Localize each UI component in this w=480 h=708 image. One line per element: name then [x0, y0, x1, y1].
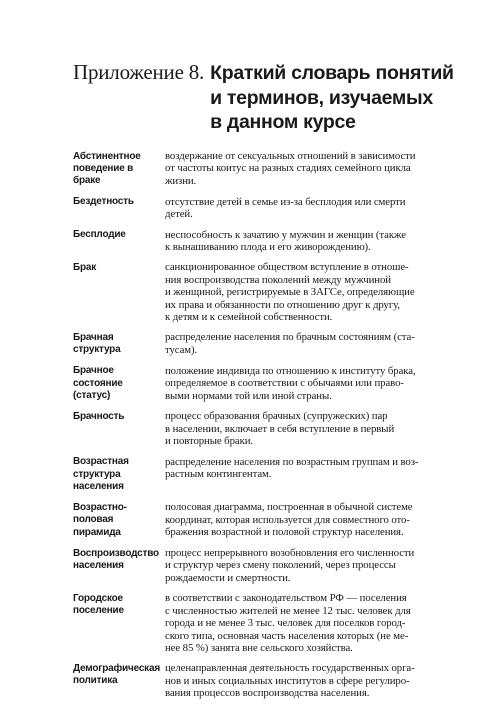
- definition-line: тусам).: [165, 343, 198, 356]
- glossary-entry: [73, 196, 423, 221]
- glossary-term: Бесплодие: [73, 229, 126, 241]
- appendix-number: Приложение 8.: [73, 60, 205, 84]
- definition-line: санкционированное обществом вступление в отноше-: [165, 261, 409, 274]
- definition-line: координат, которая используется для совместного ото-: [165, 513, 410, 526]
- definition-line: жизни.: [165, 174, 197, 187]
- definition-line: к детям и к семейной собственности.: [165, 310, 333, 323]
- glossary-entry: [73, 592, 423, 654]
- glossary-definition: [165, 662, 423, 699]
- definition-line: нее 85 %) занята вне сельского хозяйства.: [165, 641, 353, 654]
- glossary-term: Брачное состояние (статус): [73, 365, 123, 401]
- definition-line: определяемое в соответствии с обычаями или право-: [165, 377, 404, 390]
- definition-line: распределение населения по возрастным группам и воз-: [165, 455, 419, 468]
- glossary-definition: [165, 229, 423, 254]
- glossary-definition: [165, 547, 423, 584]
- definition-line: выми нормами той или иной страны.: [165, 389, 332, 402]
- glossary-entry: [73, 501, 423, 539]
- glossary-definition: [165, 456, 423, 494]
- definition-line: положение индивида по отношению к институту брака,: [165, 364, 416, 377]
- glossary-term: Демографическая политика: [73, 662, 160, 687]
- definition-line: к вынашиванию плода и его живорождению).: [165, 240, 371, 253]
- definition-line: ния воспроизводства поколений между мужчиной: [165, 273, 391, 286]
- glossary-definition: [165, 150, 423, 188]
- glossary-term: Бездетность: [73, 196, 134, 208]
- glossary-definition: [165, 331, 423, 356]
- glossary-definition: [165, 196, 423, 221]
- definition-line: от частоты коитус на разных стадиях семейного цикла: [165, 162, 411, 175]
- definition-line: в соответствии с законодательством РФ — поселения: [165, 592, 407, 605]
- definition-line: города и не менее 3 тыс. человек для поселков город-: [165, 617, 406, 630]
- glossary-entry: [73, 662, 423, 699]
- definition-line: ского типа, основная часть населения которых (не ме-: [165, 629, 409, 642]
- appendix-title-line: Краткий словарь понятий: [210, 62, 454, 84]
- definition-line: в населении, включает в себя вступление в первый: [165, 422, 395, 435]
- glossary-term: Брак: [73, 261, 97, 273]
- definition-line: процесс непрерывного возобновления его численности: [165, 547, 415, 560]
- definition-line: неспособность к зачатию у мужчин и женщин (также: [165, 228, 406, 241]
- definition-line: и женщиной, регистрируемые в ЗАГСе, определяющие: [165, 286, 415, 299]
- glossary-definition: [165, 501, 423, 539]
- glossary-entry: [73, 229, 423, 254]
- glossary-entry: [73, 261, 423, 323]
- appendix-heading: [73, 60, 453, 135]
- glossary-entry: [73, 365, 423, 403]
- definition-line: полосовая диаграмма, построенная в обычной системе: [165, 501, 413, 514]
- definition-line: целенаправленная деятельность государственных орга-: [165, 662, 415, 675]
- glossary-entry: [73, 547, 423, 584]
- definition-line: отсутствие детей в семье из-за бесплодия или смерти: [165, 195, 406, 208]
- glossary-term: Брачная структура: [73, 331, 121, 356]
- glossary-term: Абстинентное поведение в браке: [73, 150, 141, 187]
- definition-line: распределение населения по брачным состояниям (ста-: [165, 331, 415, 344]
- glossary-term: Воспроизводство населения: [73, 547, 159, 571]
- definition-line: воздержание от сексуальных отношений в зависимости: [165, 150, 416, 162]
- definition-line: растным контингентам.: [165, 468, 272, 481]
- definition-line: их права и обязанности по отношению друг к другу,: [165, 298, 400, 311]
- definition-line: бражения возрастной и половой структур населения.: [165, 526, 404, 539]
- glossary-definition: [165, 261, 423, 323]
- glossary-list: [73, 150, 423, 708]
- glossary-entry: [73, 331, 423, 356]
- glossary-definition: [165, 410, 423, 447]
- appendix-title: [210, 61, 454, 135]
- glossary-term: Возрастно-половая пирамида: [73, 501, 127, 538]
- glossary-definition: [165, 592, 423, 654]
- definition-line: рождаемости и смертности.: [165, 571, 291, 584]
- glossary-term: Городское поселение: [73, 592, 124, 617]
- definition-line: детей.: [165, 208, 193, 221]
- glossary-entry: [73, 456, 423, 494]
- definition-line: и повторные браки.: [165, 435, 253, 448]
- definition-line: нов и иных социальных институтов в сфере регулиро-: [165, 674, 410, 687]
- definition-line: процесс образования брачных (супружеских) пар: [165, 410, 388, 423]
- glossary-term: Возрастная структура населения: [73, 456, 129, 492]
- glossary-entry: [73, 150, 423, 188]
- glossary-term: Брачность: [73, 410, 125, 422]
- definition-line: с численностью жителей не менее 12 тыс. человек для: [165, 604, 411, 617]
- appendix-title-line: в данном курсе: [210, 111, 356, 133]
- definition-line: и структур через смену поколений, через процессы: [165, 559, 396, 572]
- glossary-definition: [165, 365, 423, 403]
- definition-line: вания процессов воспроизводства населения.: [165, 687, 370, 700]
- appendix-title-line: и терминов, изучаемых: [210, 86, 433, 109]
- glossary-entry: [73, 410, 423, 447]
